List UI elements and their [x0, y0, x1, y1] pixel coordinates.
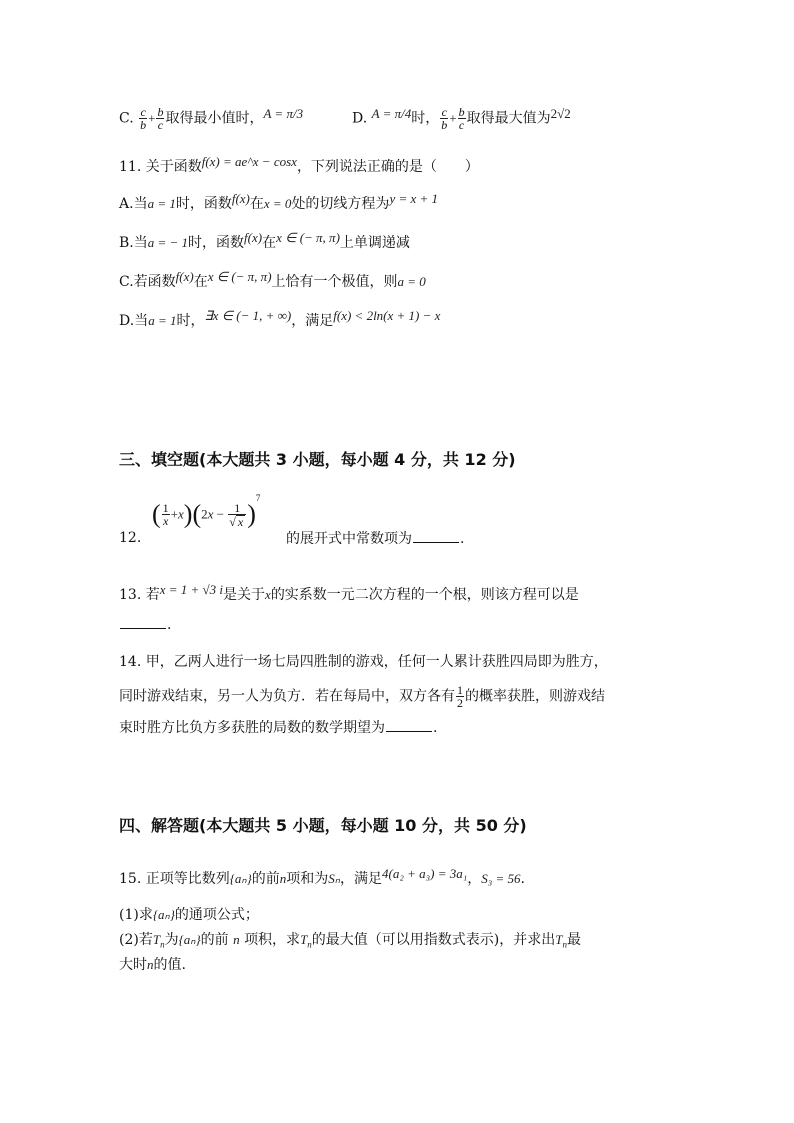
option-text: 时，函数 [188, 235, 245, 251]
option-d-value: 2√2 [550, 105, 571, 121]
q15-text: ，满足 [339, 871, 382, 887]
fraction-c-over-b: $\frac{c}{b}$ [140, 105, 147, 132]
option-text: ，满足 [291, 313, 334, 329]
q15-text: 为 [164, 932, 179, 948]
math-expr: {aₙ} [178, 932, 201, 947]
option-text: 当 [133, 196, 148, 212]
q15-text: 的前 [251, 871, 280, 887]
q12-text [286, 528, 464, 549]
q11-stem-prefix: 关于函数 [145, 159, 202, 175]
option-text: 在 [193, 274, 208, 290]
answer-blank[interactable] [386, 717, 432, 732]
answer-blank[interactable] [413, 528, 459, 543]
math-expr: f(x) < 2ln(x + 1) − x [333, 308, 441, 323]
option-d-text1: 时， [411, 110, 440, 127]
q13-text: 若 [145, 587, 160, 603]
q13-end: . [167, 617, 172, 633]
fraction-c-over-b-d: $\frac{c}{b}$ [441, 105, 448, 132]
math-expr: f(x) [175, 269, 194, 284]
q15-text: 的值. [153, 957, 186, 973]
math-expr: {aₙ} [152, 907, 175, 922]
q11-stem-suffix: ，下列说法正确的是（ ） [296, 159, 479, 175]
math-expr: {aₙ} [229, 871, 252, 886]
q14-number: 14. [119, 654, 142, 670]
answer-blank[interactable] [120, 614, 166, 629]
fraction-b-over-c-d: $\frac{b}{c}$ [458, 105, 465, 132]
q15-stem [119, 866, 525, 889]
q15-text: (1)求 [119, 907, 153, 923]
q14-text: 同时游戏结束，另一人为负方．若在每局中，双方各有 [119, 688, 455, 705]
option-label: A. [119, 196, 134, 212]
q15-text: 的最大值（可以用指数式表示)，并求出 [311, 932, 556, 948]
option-text: 时，函数 [175, 196, 232, 212]
math-expr: x ∈ (− π, π) [207, 269, 272, 284]
option-text: 处的切线方程为 [291, 196, 390, 212]
math-expr: n [147, 957, 154, 972]
math-expr: n [233, 932, 240, 947]
option-d-condition: A = π/4 [371, 105, 412, 121]
option-c-label: C. [119, 110, 134, 127]
q15-text: 项积，求 [244, 932, 301, 948]
q11-number: 11. [119, 159, 142, 175]
q14-text: 束时胜方比负方多获胜的局数的数学期望为 [119, 720, 385, 736]
q15-text: 最 [567, 932, 581, 948]
section-heading-solutions: 四、解答题(本大题共 5 小题，每小题 10 分，共 50 分) [119, 816, 527, 835]
q15-text: . [520, 871, 525, 887]
option-text: 在 [262, 235, 277, 251]
q12-expression: ( $\frac{1}{x}$ +x)(2x − $\frac{1}{√ x}$ )$^7$ [152, 493, 261, 529]
option-text: 当 [134, 313, 149, 329]
section-heading-fill-blank: 三、填空题(本大题共 3 小题，每小题 4 分，共 12 分) [119, 450, 516, 469]
math-expr: a = 0 [397, 274, 426, 289]
math-expr: S₃ = 56 [481, 871, 521, 886]
q13-line2 [119, 614, 171, 635]
option-c-condition: A = π/3 [263, 105, 304, 121]
q15-text: ， [467, 871, 482, 887]
q15-number: 15. [119, 871, 142, 887]
q11-function: f(x) = ae^x − cosx [201, 154, 297, 169]
q15-text: 项和为 [286, 871, 329, 887]
q15-text: 的前 [200, 932, 229, 948]
option-label: C. [119, 274, 134, 290]
math-expr: x = 0 [263, 196, 292, 211]
option-d-label: D. [351, 110, 368, 127]
q12-number: 12. [119, 530, 142, 546]
q14-line2 [119, 684, 605, 709]
q10-option-c-d: C. $\frac{c}{b}$ + $\frac{b}{c}$ 取得最小值时，A = π/3 D. A = π/4时， $\frac{c}{b}$ + $\frac{b}{c}$ 取得最大值为2√2 [119, 105, 571, 132]
fraction-b-over-c: $\frac{b}{c}$ [157, 105, 164, 132]
q15-text: (2)若 [119, 932, 153, 948]
q15-text: 的通项公式； [174, 907, 259, 923]
option-text: 上恰有一个极值，则 [271, 274, 398, 290]
q14-line1 [119, 652, 608, 672]
math-expr: Sₙ [328, 871, 340, 886]
q15-part1 [119, 905, 259, 925]
q14-text: 甲，乙两人进行一场七局四胜制的游戏，任何一人累计获胜四局即为胜方， [145, 654, 608, 670]
option-label: B. [119, 235, 134, 251]
q14-line3 [119, 717, 437, 738]
math-expr: f(x) [244, 230, 263, 245]
option-text: 当 [133, 235, 148, 251]
math-expr: a = 1 [147, 196, 176, 211]
math-expr: x ∈ (− π, π) [276, 230, 340, 245]
q14-text: 的概率获胜，则游戏结 [465, 688, 605, 705]
q15-text: 大时 [119, 957, 147, 973]
math-expr: x = 1 + √3 i [159, 582, 224, 597]
option-text: 上单调递减 [339, 235, 410, 251]
fraction-one-half: $\frac{1}{2}$ [457, 683, 463, 710]
math-expr: ∃x ∈ (− 1, + ∞) [204, 308, 292, 323]
q11-option-c [119, 269, 426, 292]
q11-option-d [119, 308, 441, 331]
option-text: 时， [176, 313, 205, 329]
option-label: D. [119, 313, 135, 329]
q15-part2: (2)若$T_n$为{aₙ}的前 n 项积，求$T_n$的最大值（可以用指数式表示)，并求出$T_n$最 [119, 932, 581, 950]
math-expr: n [279, 871, 287, 886]
q13-line1 [119, 582, 579, 605]
option-text: 若函数 [133, 274, 176, 290]
q15-text: 正项等比数列 [145, 871, 230, 887]
q12-text-main: 的展开式中常数项为 [286, 531, 412, 547]
math-expr: 4(a₂ + a₃) = 3a₁ [381, 866, 468, 881]
q11-option-a [119, 191, 439, 214]
q13-number: 13. [119, 587, 142, 603]
q13-text: 的实系数一元二次方程的一个根，则该方程可以是 [270, 587, 579, 603]
option-text: 在 [249, 196, 264, 212]
q11-option-b [119, 230, 410, 253]
math-expr: x [265, 587, 271, 602]
q15-part3 [119, 955, 186, 975]
math-expr: y = x + 1 [389, 191, 439, 206]
math-expr: a = − 1 [147, 235, 189, 250]
q11-stem [119, 154, 479, 177]
option-c-text: 取得最小值时， [165, 110, 264, 127]
math-expr: f(x) [231, 191, 250, 206]
q14-end: . [433, 720, 438, 736]
q12-end: . [460, 531, 465, 547]
math-expr: a = 1 [148, 313, 177, 328]
option-d-text2: 取得最大值为 [466, 110, 551, 127]
q13-text: 是关于 [223, 587, 266, 603]
